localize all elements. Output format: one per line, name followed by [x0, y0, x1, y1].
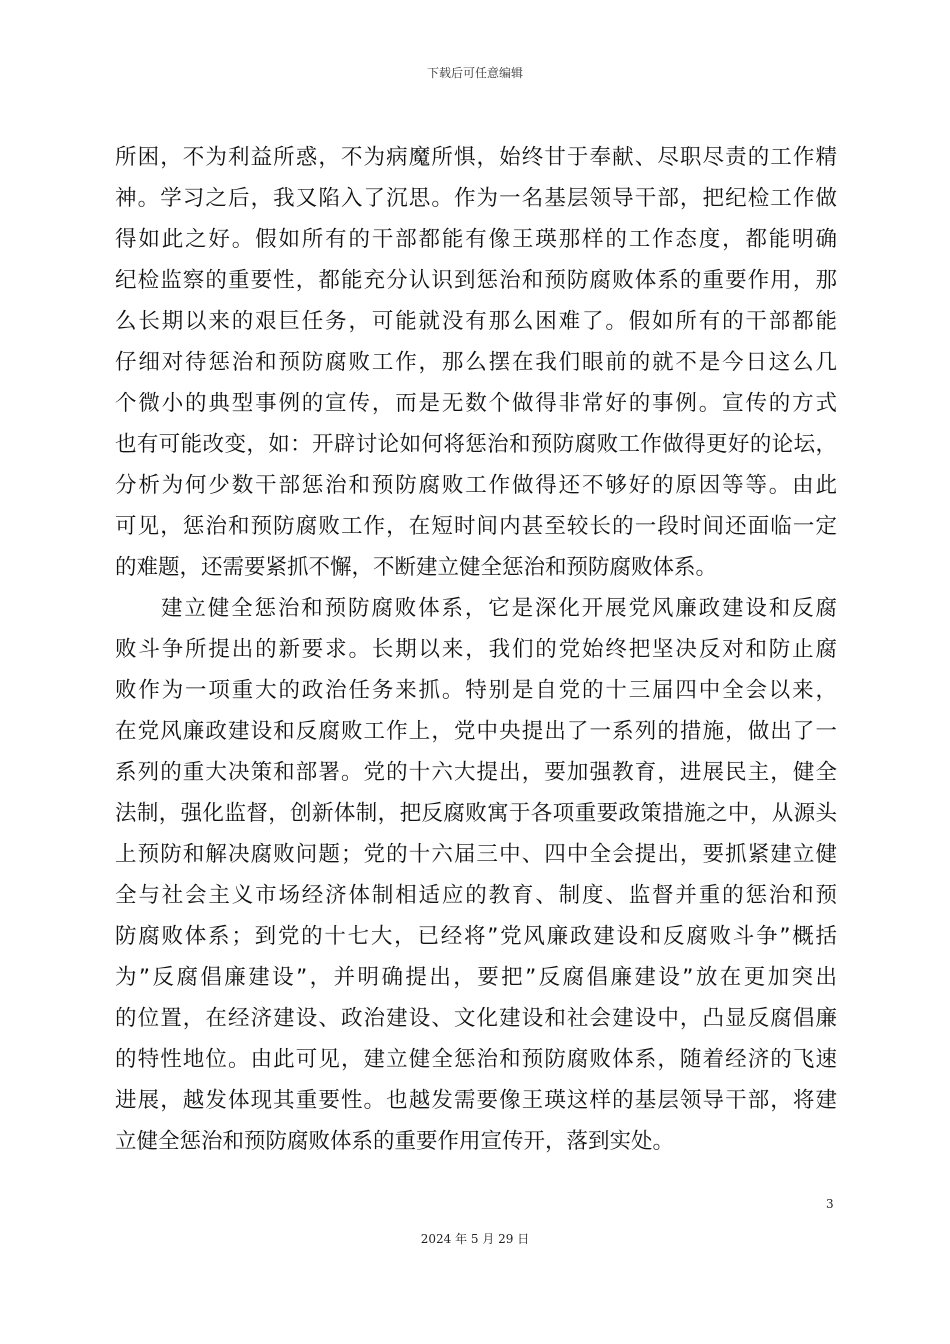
text-line: 得如此之好。假如所有的干部都能有像王瑛那样的工作态度，都能明确 [115, 227, 837, 252]
text-line: 分析为何少数干部惩治和预防腐败工作做得还不够好的原因等等。由此 [115, 473, 837, 498]
text-line: 么长期以来的艰巨任务，可能就没有那么困难了。假如所有的干部都能 [115, 309, 837, 334]
text-line: 败作为一项重大的政治任务来抓。特别是自党的十三届四中全会以来， [115, 678, 837, 703]
paragraph-1 [115, 137, 837, 588]
text-line: 进展，越发体现其重要性。也越发需要像王瑛这样的基层领导干部，将建 [115, 1088, 837, 1113]
text-line: 在党风廉政建设和反腐败工作上，党中央提出了一系列的措施，做出了一 [115, 719, 837, 744]
text-line: 仔细对待惩治和预防腐败工作，那么摆在我们眼前的就不是今日这么几 [115, 350, 837, 375]
text-line: 为”反腐倡廉建设”，并明确提出，要把”反腐倡廉建设”放在更加突出 [115, 965, 837, 990]
text-line: 的难题，还需要紧抓不懈，不断建立健全惩治和预防腐败体系。 [115, 555, 718, 580]
text-line: 也有可能改变，如：开辟讨论如何将惩治和预防腐败工作做得更好的论坛， [115, 432, 837, 457]
text-line: 的特性地位。由此可见，建立健全惩治和预防腐败体系，随着经济的飞速 [115, 1047, 837, 1072]
text-line: 上预防和解决腐败问题；党的十六届三中、四中全会提出，要抓紧建立健 [115, 842, 837, 867]
text-line: 法制，强化监督，创新体制，把反腐败寓于各项重要政策措施之中，从源头 [115, 801, 837, 826]
page-number: 3 [826, 1197, 834, 1211]
text-line: 防腐败体系；到党的十七大，已经将”党风廉政建设和反腐败斗争”概括 [115, 924, 837, 949]
paragraph-2 [115, 588, 837, 1162]
text-line: 的位置，在经济建设、政治建设、文化建设和社会建设中，凸显反腐倡廉 [115, 1006, 837, 1031]
text-line: 全与社会主义市场经济体制相适应的教育、制度、监督并重的惩治和预 [115, 883, 837, 908]
text-line: 可见，惩治和预防腐败工作，在短时间内甚至较长的一段时间还面临一定 [115, 514, 837, 539]
text-line: 立健全惩治和预防腐败体系的重要作用宣传开，落到实处。 [115, 1129, 675, 1154]
page-footer-date: 2024 年 5 月 29 日 [420, 1232, 530, 1246]
document-body [115, 137, 837, 1162]
text-line: 系列的重大决策和部署。党的十六大提出，要加强教育，进展民主，健全 [115, 760, 837, 785]
text-line: 建立健全惩治和预防腐败体系，它是深化开展党风廉政建设和反腐 [161, 596, 837, 621]
text-line: 个微小的典型事例的宣传，而是无数个做得非常好的事例。宣传的方式 [115, 391, 837, 416]
text-line: 所困，不为利益所惑，不为病魔所惧，始终甘于奉献、尽职尽责的工作精 [115, 145, 837, 170]
page-header: 下载后可任意编辑 [426, 66, 523, 80]
text-line: 神。学习之后，我又陷入了沉思。作为一名基层领导干部，把纪检工作做 [115, 186, 837, 211]
text-line: 纪检监察的重要性，都能充分认识到惩治和预防腐败体系的重要作用，那 [115, 268, 837, 293]
text-line: 败斗争所提出的新要求。长期以来，我们的党始终把坚决反对和防止腐 [115, 637, 837, 662]
